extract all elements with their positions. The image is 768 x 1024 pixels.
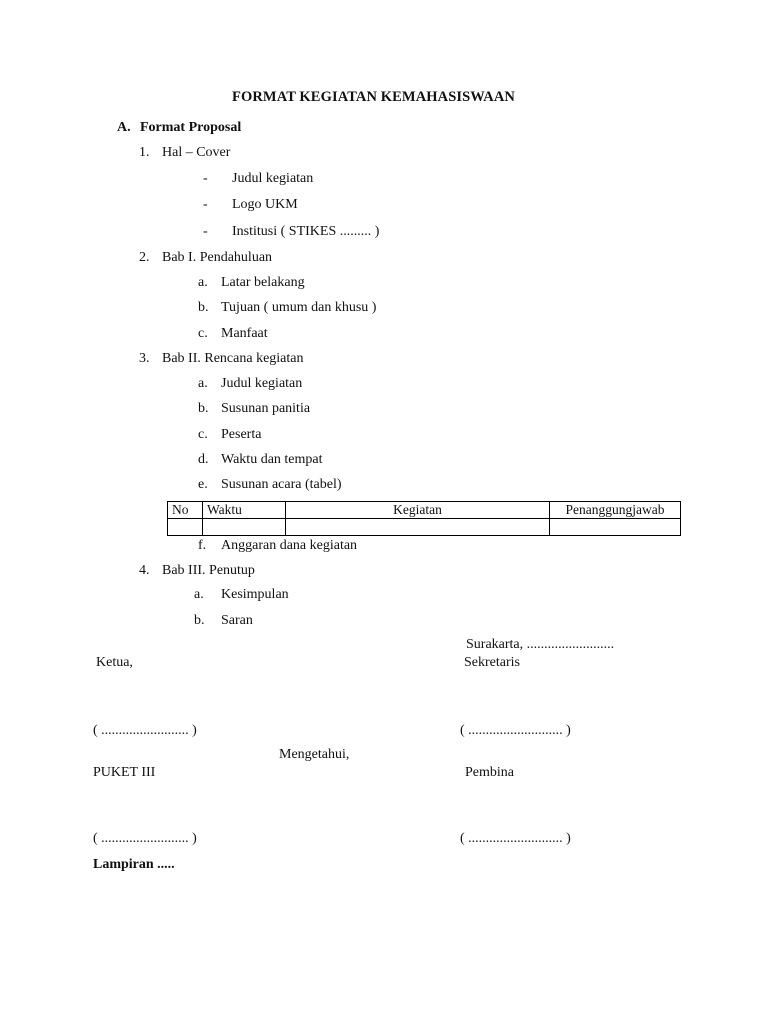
cover-item-label: Logo UKM — [232, 197, 298, 212]
cover-item-label: Institusi ( STIKES ......... ) — [232, 224, 380, 239]
sub-item-label: Peserta — [221, 427, 262, 442]
sub-item-label: Kesimpulan — [221, 587, 289, 602]
table-header-row — [168, 502, 681, 519]
sub-item-marker: b. — [198, 300, 209, 315]
sub-item-label: Saran — [221, 613, 253, 628]
document-title: FORMAT KEGIATAN KEMAHASISWAAN — [232, 89, 515, 105]
table-cell — [168, 519, 203, 536]
item-marker: 1. — [139, 145, 150, 160]
sub-item-marker: a. — [194, 587, 204, 602]
sekretaris-label: Sekretaris — [464, 655, 520, 670]
sub-item-marker: d. — [198, 452, 209, 467]
sub-item-marker: c. — [198, 326, 208, 341]
sub-item-marker: f. — [198, 538, 207, 553]
item-label: Bab II. Rencana kegiatan — [162, 351, 304, 366]
mengetahui-label: Mengetahui, — [279, 747, 350, 762]
section-a-label: Format Proposal — [140, 120, 242, 135]
table-header-cell: Penanggungjawab — [550, 502, 681, 519]
item-marker: 2. — [139, 250, 150, 265]
sub-item-label: Waktu dan tempat — [221, 452, 323, 467]
sub-item-marker: c. — [198, 427, 208, 442]
signature-blank: ( ........................... ) — [460, 831, 571, 846]
table-row — [168, 519, 681, 536]
table-header-cell: Kegiatan — [286, 502, 550, 519]
table-header-cell: Waktu — [203, 502, 286, 519]
sub-item-label: Judul kegiatan — [221, 376, 303, 391]
sub-item-label: Latar belakang — [221, 275, 305, 290]
sub-item-marker: b. — [194, 613, 205, 628]
pembina-label: Pembina — [465, 765, 514, 780]
item-marker: 4. — [139, 563, 150, 578]
table-cell — [203, 519, 286, 536]
item-marker: 3. — [139, 351, 150, 366]
lampiran-label: Lampiran ..... — [93, 857, 175, 872]
signature-blank: ( ......................... ) — [93, 723, 197, 738]
signature-blank: ( ......................... ) — [93, 831, 197, 846]
signature-blank: ( ........................... ) — [460, 723, 571, 738]
ketua-label: Ketua, — [96, 655, 133, 670]
table-cell — [550, 519, 681, 536]
susunan-acara-table — [167, 501, 681, 536]
section-a-marker: A. — [117, 120, 131, 135]
sub-item-label: Susunan panitia — [221, 401, 311, 416]
item-label: Hal – Cover — [162, 145, 231, 160]
sub-item-label: Anggaran dana kegiatan — [221, 538, 358, 553]
sub-item-label: Susunan acara (tabel) — [221, 477, 342, 492]
bullet-dash: - — [203, 171, 208, 186]
place-date: Surakarta, ......................... — [466, 637, 615, 652]
table-cell — [286, 519, 550, 536]
sub-item-marker: a. — [198, 376, 208, 391]
sub-item-marker: a. — [198, 275, 208, 290]
bullet-dash: - — [203, 224, 208, 239]
table-header-cell: No — [168, 502, 203, 519]
bullet-dash: - — [203, 197, 208, 212]
sub-item-label: Manfaat — [221, 326, 268, 341]
sub-item-marker: e. — [198, 477, 208, 492]
puket-label: PUKET III — [93, 765, 156, 780]
sub-item-label: Tujuan ( umum dan khusu ) — [221, 300, 377, 315]
item-label: Bab III. Penutup — [162, 563, 255, 578]
cover-item-label: Judul kegiatan — [232, 171, 314, 186]
item-label: Bab I. Pendahuluan — [162, 250, 273, 265]
sub-item-marker: b. — [198, 401, 209, 416]
